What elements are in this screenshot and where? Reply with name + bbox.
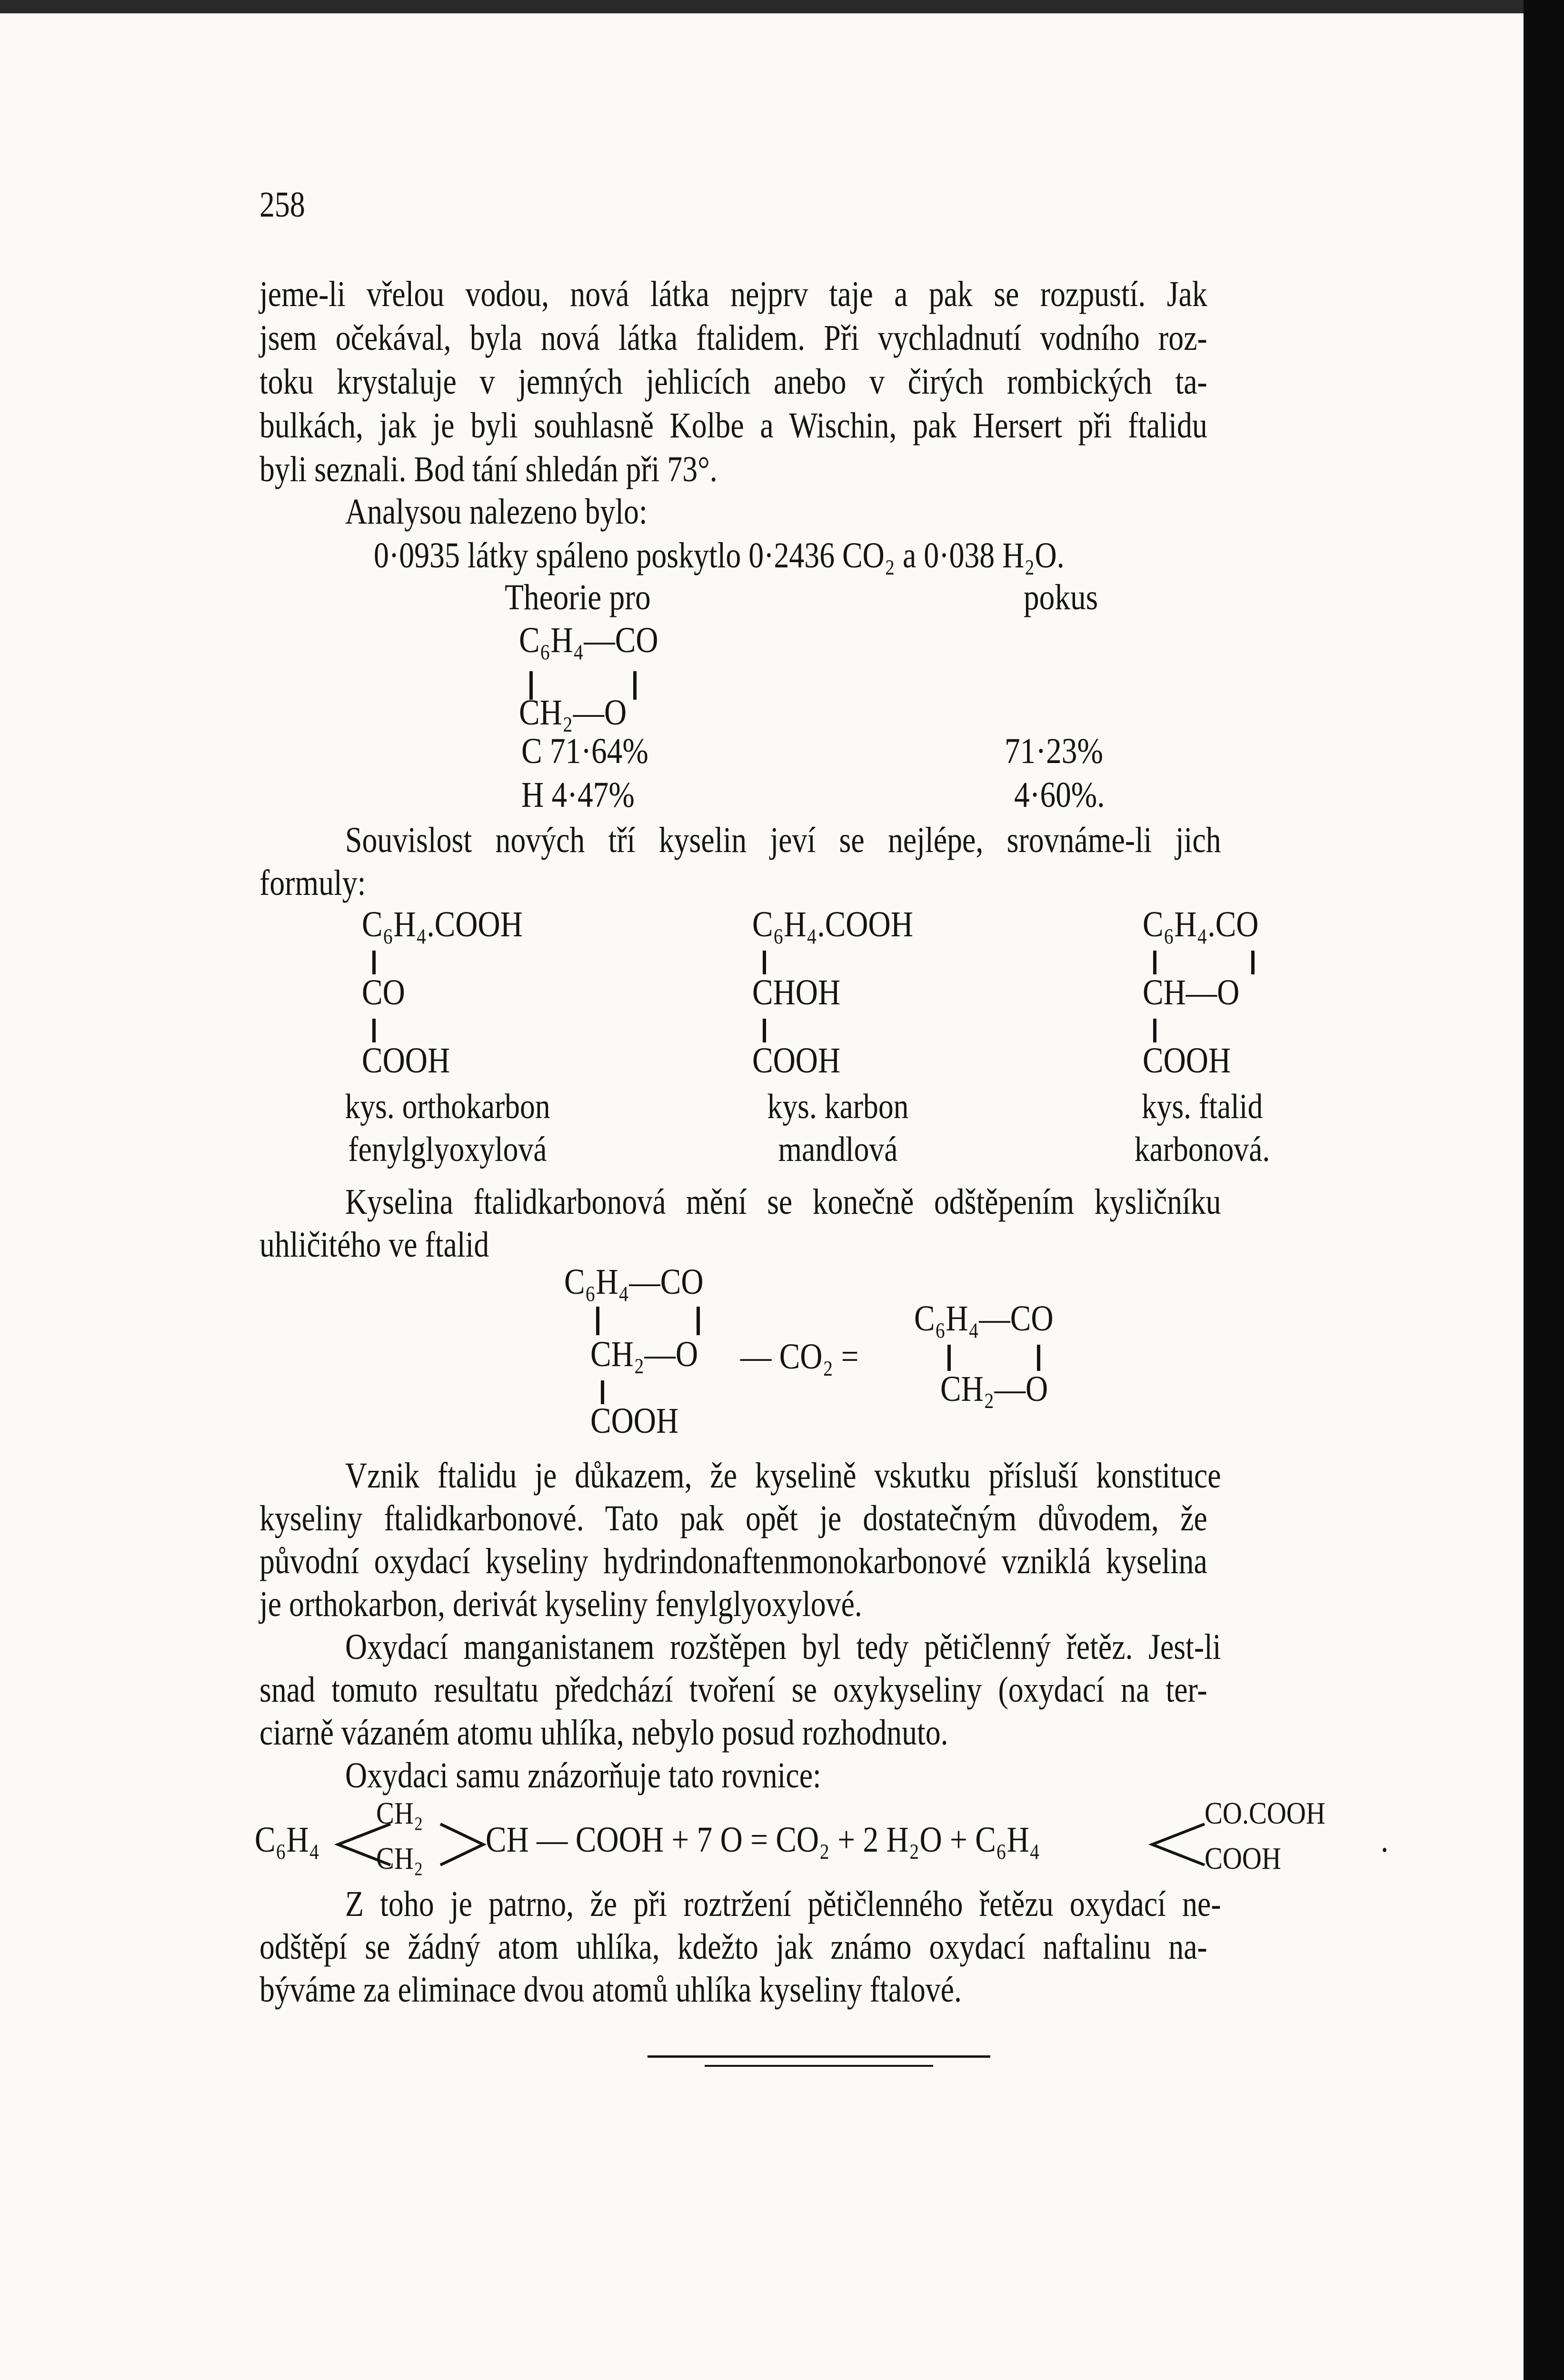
acid-name: kys. karbon [767,1087,909,1126]
text-line: formuly: [259,863,366,903]
equation-part: C₆H₄ [255,1820,320,1860]
formula-row: C₆H₄.CO [1143,904,1259,944]
formula-row: CHOH [752,972,841,1012]
text-line: jsem očekával, byla nová látka ftalidem. Při vychladnutí vodního roz- [259,318,1207,358]
formula-row: C₆H₄—CO [914,1299,1054,1339]
formula-row: COOH [362,1041,450,1081]
text-line: toku krystaluje v jemných jehlicích anebo v čirých rombických ta- [259,362,1207,402]
text-line: původní oxydací kyseliny hydrindonaftenmonokarbonové vzniklá kyselina [259,1541,1207,1581]
text-line: uhličitého ve ftalid [259,1225,489,1265]
experiment-label: pokus [1024,577,1098,617]
formula-row: COOH [752,1041,841,1081]
reaction-operator: — CO₂ = [740,1337,859,1377]
carbon-found: 71·23% [1005,731,1103,771]
ornamental-rule [705,2065,933,2067]
formula-row: CO [362,972,405,1012]
bond-line [1037,1345,1040,1371]
hydrogen-found: 4·60%. [1014,775,1105,815]
equation-end: . [1381,1820,1389,1860]
text-line: je orthokarbon, derivát kyseliny fenylglyoxylové. [259,1584,862,1624]
formula-row: CH₂—O [590,1334,698,1374]
formula-row: C₆H₄—CO [519,620,658,660]
bond-line [1251,951,1255,974]
text-line: odštěpí se žádný atom uhlíka, kdežto jak známo oxydací naftalinu na- [259,1927,1207,1967]
formula-row: C₆H₄.COOH [362,904,523,944]
formula-row: COOH [590,1401,679,1441]
bond-line [697,1307,700,1335]
equation-upper-right: CO.COOH [1205,1796,1325,1831]
text-line: býváme za eliminace dvou atomů uhlíka kyseliny ftalové. [259,1970,962,2010]
equation-upper-left: CH₂ [376,1796,423,1831]
carbon-theory: C 71·64% [521,731,648,771]
text-line: bulkách, jak je byli souhlasně Kolbe a Wischin, pak Hersert při ftalidu [259,406,1207,446]
text-line: Oxydací manganistanem rozštěpen byl tedy pětičlenný řetěz. Jest-li [345,1627,1221,1667]
bond-line [947,1345,951,1371]
formula-row: CH₂—O [519,693,627,733]
text-line: Souvislost nových tří kyselin jeví se nejlépe, srovnáme-li jich [345,820,1221,860]
theory-label: Theorie pro [505,577,651,617]
right-bracket-symbol [436,1818,488,1871]
text-line: Kyselina ftalidkarbonová mění se konečně odštěpením kysličníku [345,1182,1221,1222]
acid-name: kys. ftalid [1141,1087,1263,1126]
hydrogen-theory: H 4·47% [521,775,635,815]
formula-row: COOH [1143,1041,1231,1081]
formula-row: C₆H₄.COOH [752,904,913,944]
left-bracket-symbol [1147,1818,1209,1871]
acid-name: mandlová [778,1130,898,1169]
text-line: jeme-li vřelou vodou, nová látka nejprv taje a pak se rozpustí. Jak [259,274,1207,314]
bond-line [596,1307,599,1335]
acid-name: kys. orthokarbon [345,1087,550,1126]
text-line: kyseliny ftalidkarbonové. Tato pak opět je dostatečným důvodem, že [259,1498,1207,1538]
equation-lower-left: CH₂ [376,1841,423,1876]
formula-row: C₆H₄—CO [564,1262,704,1302]
formula-row: CH—O [1143,972,1240,1012]
bond-line [633,671,637,700]
text-line: Oxydaci samu znázorňuje tato rovnice: [345,1755,821,1795]
equation-part: CH — COOH + 7 O = CO₂ + 2 H₂O + C₆H₄ [486,1820,1040,1860]
page-number: 258 [259,185,305,225]
text-line: Z toho je patrno, že při roztržení pětičlenného řetězu oxydací ne- [345,1884,1221,1924]
text-line: snad tomuto resultatu předchází tvoření se oxykyseliny (oxydací na ter- [259,1670,1207,1710]
acid-name: karbonová. [1134,1130,1270,1169]
ornamental-rule [648,2055,990,2058]
text-line: byli seznali. Bod tání shledán při 73°. [259,449,717,489]
analysis-line: 0·0935 látky spáleno poskytlo 0·2436 CO₂ a 0·038 H₂O. [374,536,1065,575]
acid-name: fenylglyoxylová [348,1130,547,1169]
formula-row: CH₂—O [940,1369,1048,1409]
analysis-intro: Analysou nalezeno bylo: [345,492,648,532]
text-line: ciarně vázaném atomu uhlíka, nebylo posud rozhodnuto. [259,1713,948,1753]
equation-lower-right: COOH [1205,1841,1281,1876]
text-line: Vznik ftalidu je důkazem, že kyselině vskutku přísluší konstituce [345,1456,1221,1496]
